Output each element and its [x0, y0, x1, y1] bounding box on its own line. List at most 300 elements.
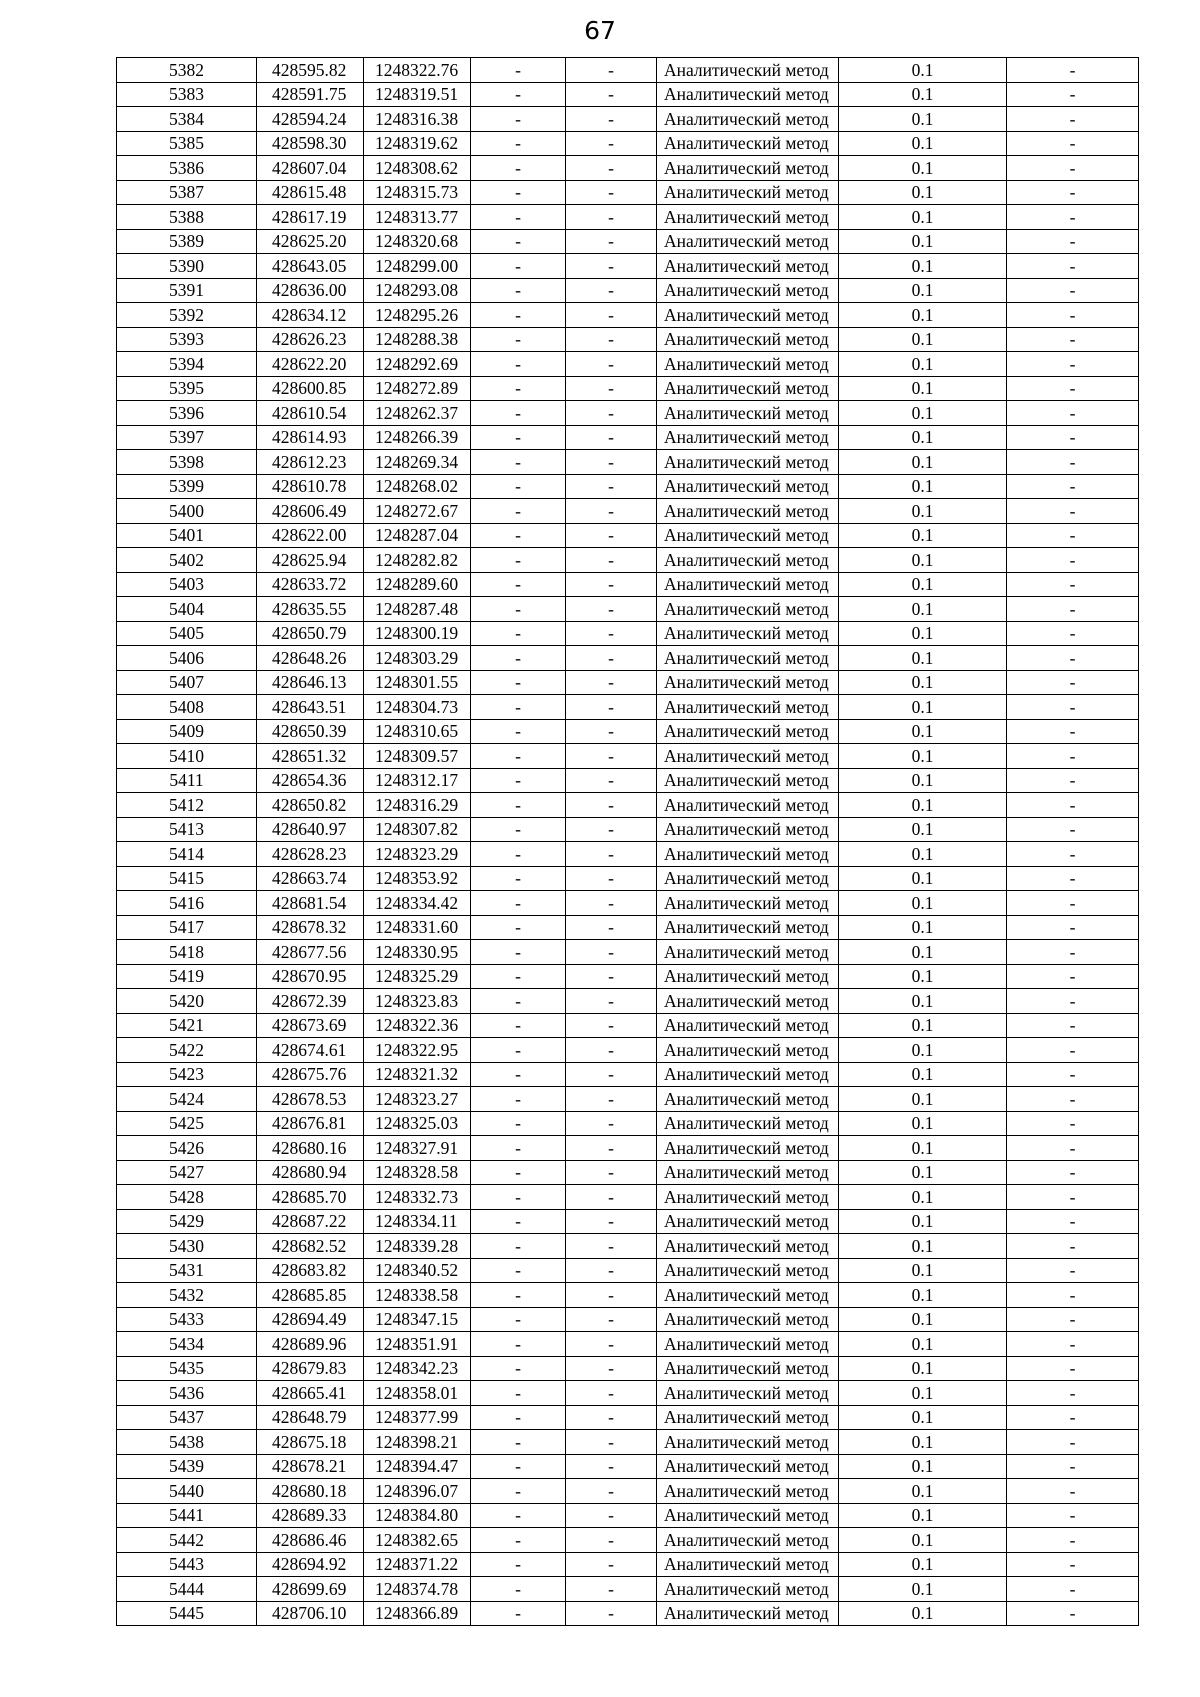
table-row: [117, 1430, 1139, 1455]
x-coordinate-cell: 428678.21: [257, 1454, 364, 1479]
table-row: [117, 523, 1139, 548]
col-5-cell: -: [566, 1136, 657, 1161]
table-row: [117, 866, 1139, 891]
col-5-cell: -: [566, 1283, 657, 1308]
method-cell: Аналитический метод: [657, 891, 839, 916]
method-cell: Аналитический метод: [657, 1013, 839, 1038]
col-4-cell: -: [471, 303, 566, 328]
col-5-cell: -: [566, 1552, 657, 1577]
point-number-cell: 5384: [117, 107, 257, 132]
col-5-cell: -: [566, 1405, 657, 1430]
point-number-cell: 5399: [117, 474, 257, 499]
point-number-cell: 5414: [117, 842, 257, 867]
col-4-cell: -: [471, 205, 566, 230]
table-row: [117, 1552, 1139, 1577]
x-coordinate-cell: 428699.69: [257, 1577, 364, 1602]
precision-cell: 0.1: [839, 1503, 1007, 1528]
col-5-cell: -: [566, 1356, 657, 1381]
table-row: [117, 1111, 1139, 1136]
x-coordinate-cell: 428665.41: [257, 1381, 364, 1406]
precision-cell: 0.1: [839, 793, 1007, 818]
precision-cell: 0.1: [839, 1577, 1007, 1602]
col-4-cell: -: [471, 572, 566, 597]
point-number-cell: 5411: [117, 768, 257, 793]
col-5-cell: -: [566, 793, 657, 818]
precision-cell: 0.1: [839, 401, 1007, 426]
precision-cell: 0.1: [839, 621, 1007, 646]
col-4-cell: -: [471, 82, 566, 107]
point-number-cell: 5418: [117, 940, 257, 965]
y-coordinate-cell: 1248327.91: [364, 1136, 471, 1161]
x-coordinate-cell: 428598.30: [257, 131, 364, 156]
col-4-cell: -: [471, 1209, 566, 1234]
col-8-cell: -: [1007, 572, 1139, 597]
col-8-cell: -: [1007, 719, 1139, 744]
point-number-cell: 5422: [117, 1038, 257, 1063]
y-coordinate-cell: 1248342.23: [364, 1356, 471, 1381]
precision-cell: 0.1: [839, 107, 1007, 132]
col-8-cell: -: [1007, 548, 1139, 573]
precision-cell: 0.1: [839, 1136, 1007, 1161]
precision-cell: 0.1: [839, 156, 1007, 181]
table-row: [117, 1160, 1139, 1185]
precision-cell: 0.1: [839, 1430, 1007, 1455]
col-8-cell: -: [1007, 254, 1139, 279]
precision-cell: 0.1: [839, 1062, 1007, 1087]
table-row: [117, 1013, 1139, 1038]
table-row: [117, 156, 1139, 181]
col-4-cell: -: [471, 1283, 566, 1308]
col-8-cell: -: [1007, 1258, 1139, 1283]
method-cell: Аналитический метод: [657, 670, 839, 695]
x-coordinate-cell: 428648.79: [257, 1405, 364, 1430]
y-coordinate-cell: 1248332.73: [364, 1185, 471, 1210]
col-5-cell: -: [566, 1307, 657, 1332]
point-number-cell: 5439: [117, 1454, 257, 1479]
point-number-cell: 5438: [117, 1430, 257, 1455]
precision-cell: 0.1: [839, 695, 1007, 720]
precision-cell: 0.1: [839, 523, 1007, 548]
method-cell: Аналитический метод: [657, 327, 839, 352]
col-4-cell: -: [471, 1234, 566, 1259]
col-5-cell: -: [566, 695, 657, 720]
col-8-cell: -: [1007, 58, 1139, 83]
col-8-cell: -: [1007, 817, 1139, 842]
method-cell: Аналитический метод: [657, 1185, 839, 1210]
table-row: [117, 964, 1139, 989]
col-8-cell: -: [1007, 621, 1139, 646]
col-8-cell: -: [1007, 523, 1139, 548]
y-coordinate-cell: 1248366.89: [364, 1601, 471, 1626]
col-4-cell: -: [471, 1577, 566, 1602]
x-coordinate-cell: 428606.49: [257, 499, 364, 524]
precision-cell: 0.1: [839, 891, 1007, 916]
col-4-cell: -: [471, 1013, 566, 1038]
col-5-cell: -: [566, 1577, 657, 1602]
method-cell: Аналитический метод: [657, 1430, 839, 1455]
point-number-cell: 5410: [117, 744, 257, 769]
precision-cell: 0.1: [839, 278, 1007, 303]
col-4-cell: -: [471, 1160, 566, 1185]
precision-cell: 0.1: [839, 499, 1007, 524]
table-row: [117, 695, 1139, 720]
col-5-cell: -: [566, 670, 657, 695]
col-5-cell: -: [566, 597, 657, 622]
col-4-cell: -: [471, 1601, 566, 1626]
col-5-cell: -: [566, 1601, 657, 1626]
method-cell: Аналитический метод: [657, 303, 839, 328]
point-number-cell: 5394: [117, 352, 257, 377]
col-4-cell: -: [471, 107, 566, 132]
x-coordinate-cell: 428626.23: [257, 327, 364, 352]
method-cell: Аналитический метод: [657, 1601, 839, 1626]
x-coordinate-cell: 428683.82: [257, 1258, 364, 1283]
point-number-cell: 5416: [117, 891, 257, 916]
col-4-cell: -: [471, 744, 566, 769]
precision-cell: 0.1: [839, 1013, 1007, 1038]
method-cell: Аналитический метод: [657, 1038, 839, 1063]
x-coordinate-cell: 428681.54: [257, 891, 364, 916]
table-row: [117, 1234, 1139, 1259]
point-number-cell: 5430: [117, 1234, 257, 1259]
x-coordinate-cell: 428678.32: [257, 915, 364, 940]
col-5-cell: -: [566, 107, 657, 132]
method-cell: Аналитический метод: [657, 1405, 839, 1430]
col-5-cell: -: [566, 1454, 657, 1479]
col-8-cell: -: [1007, 1454, 1139, 1479]
x-coordinate-cell: 428654.36: [257, 768, 364, 793]
x-coordinate-cell: 428636.00: [257, 278, 364, 303]
table-row: [117, 499, 1139, 524]
table-row: [117, 1405, 1139, 1430]
point-number-cell: 5413: [117, 817, 257, 842]
y-coordinate-cell: 1248320.68: [364, 229, 471, 254]
y-coordinate-cell: 1248322.76: [364, 58, 471, 83]
method-cell: Аналитический метод: [657, 1479, 839, 1504]
col-8-cell: -: [1007, 597, 1139, 622]
col-8-cell: -: [1007, 82, 1139, 107]
col-8-cell: -: [1007, 1430, 1139, 1455]
method-cell: Аналитический метод: [657, 597, 839, 622]
y-coordinate-cell: 1248322.36: [364, 1013, 471, 1038]
method-cell: Аналитический метод: [657, 940, 839, 965]
method-cell: Аналитический метод: [657, 842, 839, 867]
precision-cell: 0.1: [839, 1111, 1007, 1136]
x-coordinate-cell: 428622.00: [257, 523, 364, 548]
precision-cell: 0.1: [839, 842, 1007, 867]
col-4-cell: -: [471, 450, 566, 475]
x-coordinate-cell: 428610.54: [257, 401, 364, 426]
table-row: [117, 817, 1139, 842]
y-coordinate-cell: 1248339.28: [364, 1234, 471, 1259]
col-4-cell: -: [471, 1258, 566, 1283]
table-row: [117, 205, 1139, 230]
point-number-cell: 5428: [117, 1185, 257, 1210]
col-8-cell: -: [1007, 131, 1139, 156]
col-5-cell: -: [566, 229, 657, 254]
table-row: [117, 621, 1139, 646]
y-coordinate-cell: 1248288.38: [364, 327, 471, 352]
col-4-cell: -: [471, 866, 566, 891]
precision-cell: 0.1: [839, 205, 1007, 230]
table-row: [117, 180, 1139, 205]
x-coordinate-cell: 428685.70: [257, 1185, 364, 1210]
table-row: [117, 793, 1139, 818]
col-5-cell: -: [566, 548, 657, 573]
x-coordinate-cell: 428591.75: [257, 82, 364, 107]
col-4-cell: -: [471, 327, 566, 352]
y-coordinate-cell: 1248289.60: [364, 572, 471, 597]
x-coordinate-cell: 428678.53: [257, 1087, 364, 1112]
method-cell: Аналитический метод: [657, 768, 839, 793]
table-row: [117, 1258, 1139, 1283]
precision-cell: 0.1: [839, 548, 1007, 573]
point-number-cell: 5390: [117, 254, 257, 279]
method-cell: Аналитический метод: [657, 1381, 839, 1406]
x-coordinate-cell: 428594.24: [257, 107, 364, 132]
col-8-cell: -: [1007, 989, 1139, 1014]
y-coordinate-cell: 1248321.32: [364, 1062, 471, 1087]
table-row: [117, 1454, 1139, 1479]
y-coordinate-cell: 1248351.91: [364, 1332, 471, 1357]
method-cell: Аналитический метод: [657, 1552, 839, 1577]
point-number-cell: 5405: [117, 621, 257, 646]
col-8-cell: -: [1007, 156, 1139, 181]
y-coordinate-cell: 1248312.17: [364, 768, 471, 793]
x-coordinate-cell: 428643.51: [257, 695, 364, 720]
col-5-cell: -: [566, 940, 657, 965]
col-4-cell: -: [471, 58, 566, 83]
col-5-cell: -: [566, 1209, 657, 1234]
y-coordinate-cell: 1248287.48: [364, 597, 471, 622]
x-coordinate-cell: 428628.23: [257, 842, 364, 867]
point-number-cell: 5436: [117, 1381, 257, 1406]
x-coordinate-cell: 428670.95: [257, 964, 364, 989]
x-coordinate-cell: 428650.79: [257, 621, 364, 646]
point-number-cell: 5392: [117, 303, 257, 328]
point-number-cell: 5389: [117, 229, 257, 254]
y-coordinate-cell: 1248319.62: [364, 131, 471, 156]
col-4-cell: -: [471, 940, 566, 965]
col-4-cell: -: [471, 548, 566, 573]
y-coordinate-cell: 1248328.58: [364, 1160, 471, 1185]
col-4-cell: -: [471, 180, 566, 205]
method-cell: Аналитический метод: [657, 1234, 839, 1259]
precision-cell: 0.1: [839, 474, 1007, 499]
table-row: [117, 719, 1139, 744]
col-4-cell: -: [471, 254, 566, 279]
table-row: [117, 744, 1139, 769]
col-4-cell: -: [471, 695, 566, 720]
col-5-cell: -: [566, 523, 657, 548]
method-cell: Аналитический метод: [657, 180, 839, 205]
col-5-cell: -: [566, 131, 657, 156]
table-row: [117, 425, 1139, 450]
col-5-cell: -: [566, 817, 657, 842]
method-cell: Аналитический метод: [657, 1087, 839, 1112]
table-row: [117, 1283, 1139, 1308]
y-coordinate-cell: 1248304.73: [364, 695, 471, 720]
precision-cell: 0.1: [839, 915, 1007, 940]
table-row: [117, 1332, 1139, 1357]
precision-cell: 0.1: [839, 744, 1007, 769]
table-row: [117, 1601, 1139, 1626]
x-coordinate-cell: 428686.46: [257, 1528, 364, 1553]
x-coordinate-cell: 428625.94: [257, 548, 364, 573]
precision-cell: 0.1: [839, 82, 1007, 107]
table-body: [117, 58, 1139, 1626]
method-cell: Аналитический метод: [657, 915, 839, 940]
y-coordinate-cell: 1248398.21: [364, 1430, 471, 1455]
col-5-cell: -: [566, 401, 657, 426]
point-number-cell: 5421: [117, 1013, 257, 1038]
y-coordinate-cell: 1248293.08: [364, 278, 471, 303]
point-number-cell: 5401: [117, 523, 257, 548]
y-coordinate-cell: 1248303.29: [364, 646, 471, 671]
col-5-cell: -: [566, 1111, 657, 1136]
y-coordinate-cell: 1248334.42: [364, 891, 471, 916]
method-cell: Аналитический метод: [657, 1528, 839, 1553]
point-number-cell: 5409: [117, 719, 257, 744]
method-cell: Аналитический метод: [657, 989, 839, 1014]
x-coordinate-cell: 428612.23: [257, 450, 364, 475]
y-coordinate-cell: 1248316.29: [364, 793, 471, 818]
precision-cell: 0.1: [839, 1552, 1007, 1577]
method-cell: Аналитический метод: [657, 450, 839, 475]
col-4-cell: -: [471, 1479, 566, 1504]
col-8-cell: -: [1007, 1503, 1139, 1528]
x-coordinate-cell: 428650.82: [257, 793, 364, 818]
precision-cell: 0.1: [839, 1234, 1007, 1259]
method-cell: Аналитический метод: [657, 1136, 839, 1161]
col-8-cell: -: [1007, 1209, 1139, 1234]
col-8-cell: -: [1007, 940, 1139, 965]
col-5-cell: -: [566, 58, 657, 83]
col-5-cell: -: [566, 1479, 657, 1504]
point-number-cell: 5445: [117, 1601, 257, 1626]
col-5-cell: -: [566, 303, 657, 328]
col-5-cell: -: [566, 1013, 657, 1038]
y-coordinate-cell: 1248347.15: [364, 1307, 471, 1332]
col-5-cell: -: [566, 989, 657, 1014]
col-4-cell: -: [471, 1185, 566, 1210]
col-8-cell: -: [1007, 1185, 1139, 1210]
col-8-cell: -: [1007, 1479, 1139, 1504]
precision-cell: 0.1: [839, 1307, 1007, 1332]
point-number-cell: 5426: [117, 1136, 257, 1161]
point-number-cell: 5432: [117, 1283, 257, 1308]
col-4-cell: -: [471, 964, 566, 989]
table-row: [117, 474, 1139, 499]
precision-cell: 0.1: [839, 450, 1007, 475]
point-number-cell: 5398: [117, 450, 257, 475]
x-coordinate-cell: 428685.85: [257, 1283, 364, 1308]
table-row: [117, 376, 1139, 401]
x-coordinate-cell: 428614.93: [257, 425, 364, 450]
x-coordinate-cell: 428651.32: [257, 744, 364, 769]
col-4-cell: -: [471, 229, 566, 254]
y-coordinate-cell: 1248272.67: [364, 499, 471, 524]
table-row: [117, 670, 1139, 695]
col-8-cell: -: [1007, 866, 1139, 891]
y-coordinate-cell: 1248266.39: [364, 425, 471, 450]
precision-cell: 0.1: [839, 572, 1007, 597]
col-5-cell: -: [566, 1258, 657, 1283]
col-5-cell: -: [566, 1185, 657, 1210]
method-cell: Аналитический метод: [657, 1503, 839, 1528]
col-5-cell: -: [566, 450, 657, 475]
col-8-cell: -: [1007, 1577, 1139, 1602]
col-8-cell: -: [1007, 327, 1139, 352]
table-row: [117, 1307, 1139, 1332]
y-coordinate-cell: 1248330.95: [364, 940, 471, 965]
table-row: [117, 1209, 1139, 1234]
method-cell: Аналитический метод: [657, 1283, 839, 1308]
point-number-cell: 5402: [117, 548, 257, 573]
col-4-cell: -: [471, 352, 566, 377]
x-coordinate-cell: 428677.56: [257, 940, 364, 965]
x-coordinate-cell: 428610.78: [257, 474, 364, 499]
table-row: [117, 82, 1139, 107]
col-4-cell: -: [471, 376, 566, 401]
table-row: [117, 1479, 1139, 1504]
precision-cell: 0.1: [839, 817, 1007, 842]
y-coordinate-cell: 1248377.99: [364, 1405, 471, 1430]
method-cell: Аналитический метод: [657, 1160, 839, 1185]
y-coordinate-cell: 1248334.11: [364, 1209, 471, 1234]
precision-cell: 0.1: [839, 1258, 1007, 1283]
y-coordinate-cell: 1248322.95: [364, 1038, 471, 1063]
point-number-cell: 5382: [117, 58, 257, 83]
precision-cell: 0.1: [839, 1479, 1007, 1504]
x-coordinate-cell: 428650.39: [257, 719, 364, 744]
col-4-cell: -: [471, 1332, 566, 1357]
table-row: [117, 1136, 1139, 1161]
x-coordinate-cell: 428622.20: [257, 352, 364, 377]
col-5-cell: -: [566, 1528, 657, 1553]
table-row: [117, 401, 1139, 426]
col-8-cell: -: [1007, 1234, 1139, 1259]
col-8-cell: -: [1007, 695, 1139, 720]
col-5-cell: -: [566, 719, 657, 744]
precision-cell: 0.1: [839, 180, 1007, 205]
x-coordinate-cell: 428663.74: [257, 866, 364, 891]
col-5-cell: -: [566, 621, 657, 646]
col-4-cell: -: [471, 499, 566, 524]
col-4-cell: -: [471, 1307, 566, 1332]
method-cell: Аналитический метод: [657, 621, 839, 646]
col-8-cell: -: [1007, 891, 1139, 916]
y-coordinate-cell: 1248323.83: [364, 989, 471, 1014]
col-4-cell: -: [471, 401, 566, 426]
col-5-cell: -: [566, 1381, 657, 1406]
method-cell: Аналитический метод: [657, 793, 839, 818]
col-8-cell: -: [1007, 1601, 1139, 1626]
table-row: [117, 278, 1139, 303]
page-number: 67: [584, 16, 616, 45]
precision-cell: 0.1: [839, 1405, 1007, 1430]
col-5-cell: -: [566, 1234, 657, 1259]
point-number-cell: 5386: [117, 156, 257, 181]
point-number-cell: 5403: [117, 572, 257, 597]
point-number-cell: 5419: [117, 964, 257, 989]
x-coordinate-cell: 428687.22: [257, 1209, 364, 1234]
y-coordinate-cell: 1248323.29: [364, 842, 471, 867]
y-coordinate-cell: 1248315.73: [364, 180, 471, 205]
table-row: [117, 1577, 1139, 1602]
precision-cell: 0.1: [839, 719, 1007, 744]
y-coordinate-cell: 1248269.34: [364, 450, 471, 475]
